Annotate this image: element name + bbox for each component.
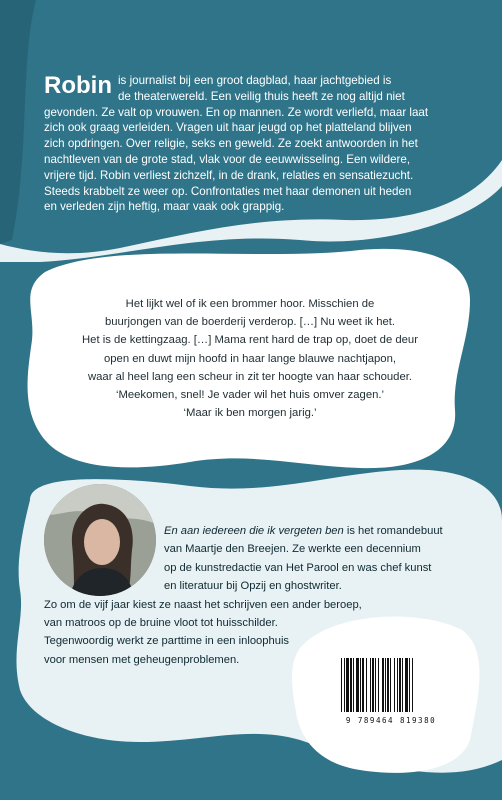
book-title: En aan iedereen die ik vergeten ben [164, 525, 344, 537]
barcode-bar [402, 658, 403, 712]
blurb-line: gevonden. Ze valt op vrouwen. En op mannen. Ze wordt verliefd, maar laat [44, 105, 429, 119]
barcode-bar [387, 658, 389, 712]
excerpt-line: Het lijkt wel of ik een brommer hoor. Misschien de [125, 298, 375, 310]
bio-line-rest: is het romandebuut [343, 525, 443, 537]
barcode-bar [405, 658, 408, 712]
barcode-bar [370, 658, 371, 712]
bio-first-line [44, 522, 464, 540]
excerpt-line: ‘Maar ik ben morgen jarig.’ [183, 407, 317, 420]
blurb-lead-name: Robin [44, 72, 112, 99]
excerpt-line: ‘Meekomen, snel! Je vader wil het huis omver zagen.’ [115, 389, 385, 402]
blurb-line: nachtleven van de grote stad, vlak voor de eeuwwisseling. Een wildere, [44, 152, 411, 166]
blurb-line: Steeds krabbelt ze weer op. Confrontaties met haar demonen uit heden [44, 184, 412, 198]
barcode-bar [356, 658, 359, 712]
excerpt-line: open en duwt mijn hoofd in haar lange blauwe nachtjapon, [103, 352, 397, 365]
bio-line: van matroos op de bruine vloot tot huisschilder. [44, 617, 278, 630]
bio-line: voor mensen met geheugenproblemen. [44, 653, 240, 666]
excerpt-line: waar al heel lang een scheur in zit ter hoogte van haar schouder. [87, 370, 413, 383]
bio-line: Tegenwoordig werkt ze parttime in een inloophuis [44, 635, 290, 648]
barcode-bar [353, 658, 354, 712]
barcode-bar [346, 658, 349, 712]
barcode-bar [375, 658, 376, 712]
bio-line: Zo om de vijf jaar kiest ze naast het schrijven een ander beroep, [44, 598, 362, 611]
barcode-bar [360, 658, 361, 712]
barcode-bar [350, 658, 352, 712]
blurb-line: vrijere tijd. Robin verliest zichzelf, in de drank, relaties en sensatiezucht. [44, 168, 414, 182]
barcode-bar [409, 658, 410, 712]
blurb-line: zich ook graag verleiden. Vragen uit haar jeugd op het platteland blijven [44, 121, 412, 135]
bio-line: op de kunstredactie van Het Parool en was chef kunst [164, 561, 432, 574]
barcode-bar [390, 658, 391, 712]
barcode-bar [362, 658, 364, 712]
barcode-bars [335, 654, 447, 716]
barcode-bar [372, 658, 374, 712]
barcode-bar [394, 658, 395, 712]
barcode-bar [382, 658, 384, 712]
barcode-bar [385, 658, 386, 712]
excerpt-quote [55, 295, 445, 422]
blurb-line: de theaterwereld. Een veilig thuis heeft ze nog altijd niet [117, 89, 405, 103]
barcode-bar [397, 658, 398, 712]
barcode-bar [344, 658, 345, 712]
barcode-bar [366, 658, 367, 712]
barcode-bar [341, 658, 342, 712]
barcode-digits: 9 789464 819380 [345, 716, 437, 725]
author-bio [44, 522, 464, 669]
bio-line: van Maartje den Breejen. Ze werkte een decennium [164, 543, 421, 556]
blurb-line: zich opdringen. Over religie, seks en geweld. Ze zoekt antwoorden in het [44, 137, 418, 151]
isbn-barcode [335, 654, 447, 728]
bio-line: en literatuur bij Opzij en ghostwriter. [164, 580, 342, 593]
barcode-bar [412, 658, 413, 712]
blurb-line: en verleden zijn heftig, maar vaak ook grappig. [44, 200, 285, 214]
blurb-line: is journalist bij een groot dagblad, haar jachtgebied is [117, 74, 392, 87]
barcode-bar [378, 658, 379, 712]
excerpt-line: buurjongen van de boerderij verderop. […] Nu weet ik het. [104, 316, 396, 329]
barcode-bar [399, 658, 401, 712]
excerpt-line: Het is de kettingzaag. […] Mama rent hard de trap op, doet de deur [82, 334, 418, 347]
blurb-text [44, 73, 464, 215]
